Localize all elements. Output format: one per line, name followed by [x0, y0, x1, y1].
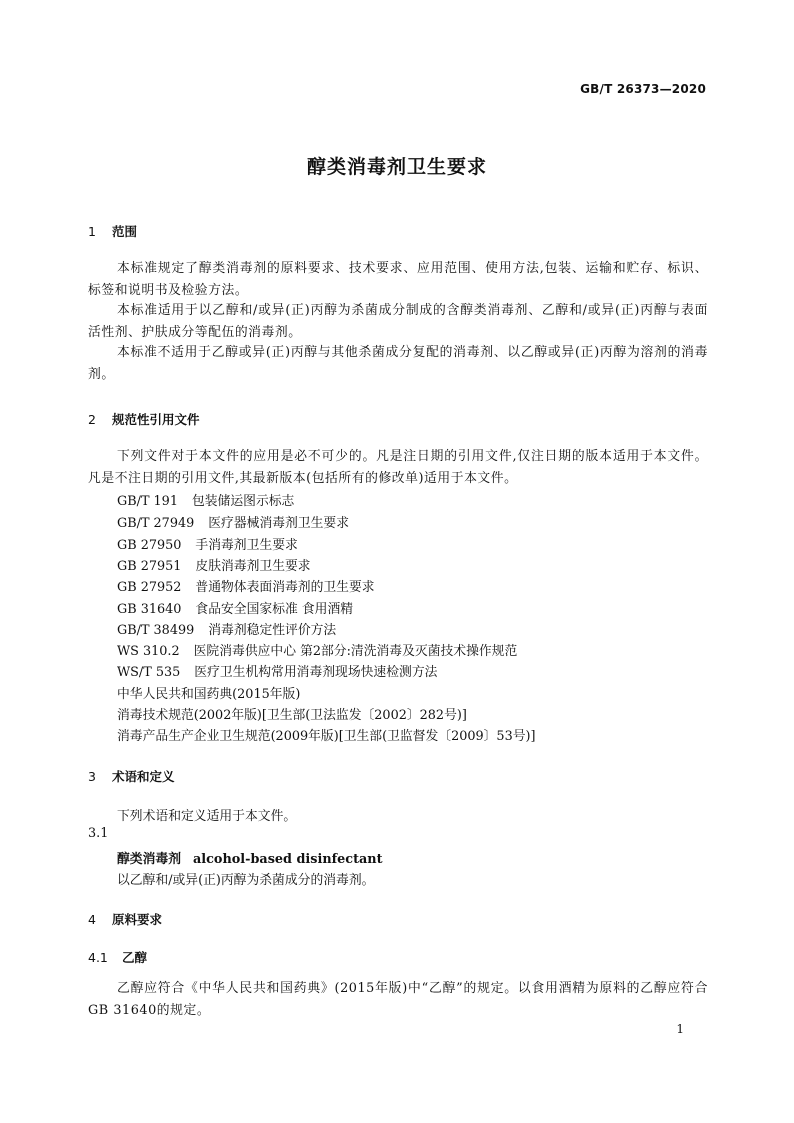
section-title: 规范性引用文件	[112, 412, 200, 427]
reference-title: 消毒剂稳定性评价方法	[208, 623, 337, 638]
document-title: 醇类消毒剂卫生要求	[306, 156, 487, 178]
scope-paragraph-3: 本标准不适用于乙醇或异(正)丙醇与其他杀菌成分复配的消毒剂、以乙醇或异(正)丙醇为溶剂的消毒剂。	[88, 345, 708, 382]
section-4-1-heading	[88, 948, 147, 966]
reference-item	[117, 555, 311, 574]
term-en: alcohol-based disinfectant	[192, 852, 383, 867]
reference-code: WS 310.2	[117, 644, 180, 659]
reference-title: 医院消毒供应中心 第2部分:清洗消毒及灭菌技术操作规范	[193, 644, 518, 659]
page-number: 1	[676, 1022, 684, 1036]
reference-item	[117, 490, 294, 509]
section-number: 2	[88, 412, 96, 427]
section-number: 4	[88, 912, 96, 927]
standard-code: GB/T 26373—2020	[580, 82, 706, 96]
section-title: 术语和定义	[112, 769, 175, 784]
reference-item	[117, 576, 375, 595]
section-number: 3	[88, 769, 96, 784]
section-4-heading	[88, 910, 162, 928]
reference-title: 普通物体表面消毒剂的卫生要求	[195, 580, 375, 595]
reference-code: GB 27951	[117, 559, 182, 574]
reference-item	[117, 661, 437, 680]
reference-code: GB/T 38499	[117, 623, 195, 638]
section-title: 乙醇	[122, 950, 148, 965]
section-title: 原料要求	[112, 912, 163, 927]
references-intro: 下列文件对于本文件的应用是必不可少的。凡是注日期的引用文件,仅注日期的版本适用于本文件。凡是不注日期的引用文件,其最新版本(包括所有的修改单)适用于本文件。	[88, 449, 708, 486]
reference-code: WS/T 535	[117, 665, 181, 680]
term-number: 3.1	[88, 826, 109, 841]
reference-code: GB 27952	[117, 580, 182, 595]
reference-title: 皮肤消毒剂卫生要求	[195, 559, 311, 574]
ethanol-paragraph: 乙醇应符合《中华人民共和国药典》(2015年版)中“乙醇”的规定。以食用酒精为原料的乙醇应符合GB 31640的规定。	[88, 981, 708, 1018]
term-zh: 醇类消毒剂	[117, 852, 181, 867]
reference-item	[117, 640, 517, 659]
section-1-heading	[88, 222, 137, 240]
reference-title: 食品安全国家标准 食用酒精	[195, 602, 354, 617]
reference-item	[117, 619, 336, 638]
term-definition: 以乙醇和/或异(正)丙醇为杀菌成分的消毒剂。	[117, 873, 375, 888]
other-reference: 消毒产品生产企业卫生规范(2009年版)[卫生部(卫监督发〔2009〕53号)]	[117, 729, 536, 744]
reference-code: GB 31640	[117, 602, 182, 617]
section-title: 范围	[112, 224, 138, 239]
section-number: 1	[88, 224, 96, 239]
reference-item	[117, 598, 353, 617]
term-entry	[117, 848, 383, 867]
reference-code: GB 27950	[117, 538, 182, 553]
reference-code: GB/T 27949	[117, 516, 195, 531]
scope-paragraph-2: 本标准适用于以乙醇和/或异(正)丙醇为杀菌成分制成的含醇类消毒剂、乙醇和/或异(正)丙醇与表面活性剂、护肤成分等配伍的消毒剂。	[88, 303, 708, 340]
section-3-heading	[88, 767, 175, 785]
other-reference: 消毒技术规范(2002年版)[卫生部(卫法监发〔2002〕282号)]	[117, 708, 467, 723]
section-2-heading	[88, 410, 200, 428]
reference-code: GB/T 191	[117, 494, 178, 509]
reference-item	[117, 512, 349, 531]
section-number: 4.1	[88, 950, 108, 965]
other-reference: 中华人民共和国药典(2015年版)	[117, 687, 301, 702]
reference-title: 医疗卫生机构常用消毒剂现场快速检测方法	[194, 665, 438, 680]
reference-title: 手消毒剂卫生要求	[195, 538, 298, 553]
reference-item	[117, 534, 298, 553]
scope-paragraph-1: 本标准规定了醇类消毒剂的原料要求、技术要求、应用范围、使用方法,包装、运输和贮存、标识、标签和说明书及检验方法。	[88, 261, 708, 298]
terms-intro: 下列术语和定义适用于本文件。	[117, 809, 297, 824]
reference-title: 医疗器械消毒剂卫生要求	[208, 516, 350, 531]
reference-title: 包装储运图示标志	[191, 494, 295, 509]
